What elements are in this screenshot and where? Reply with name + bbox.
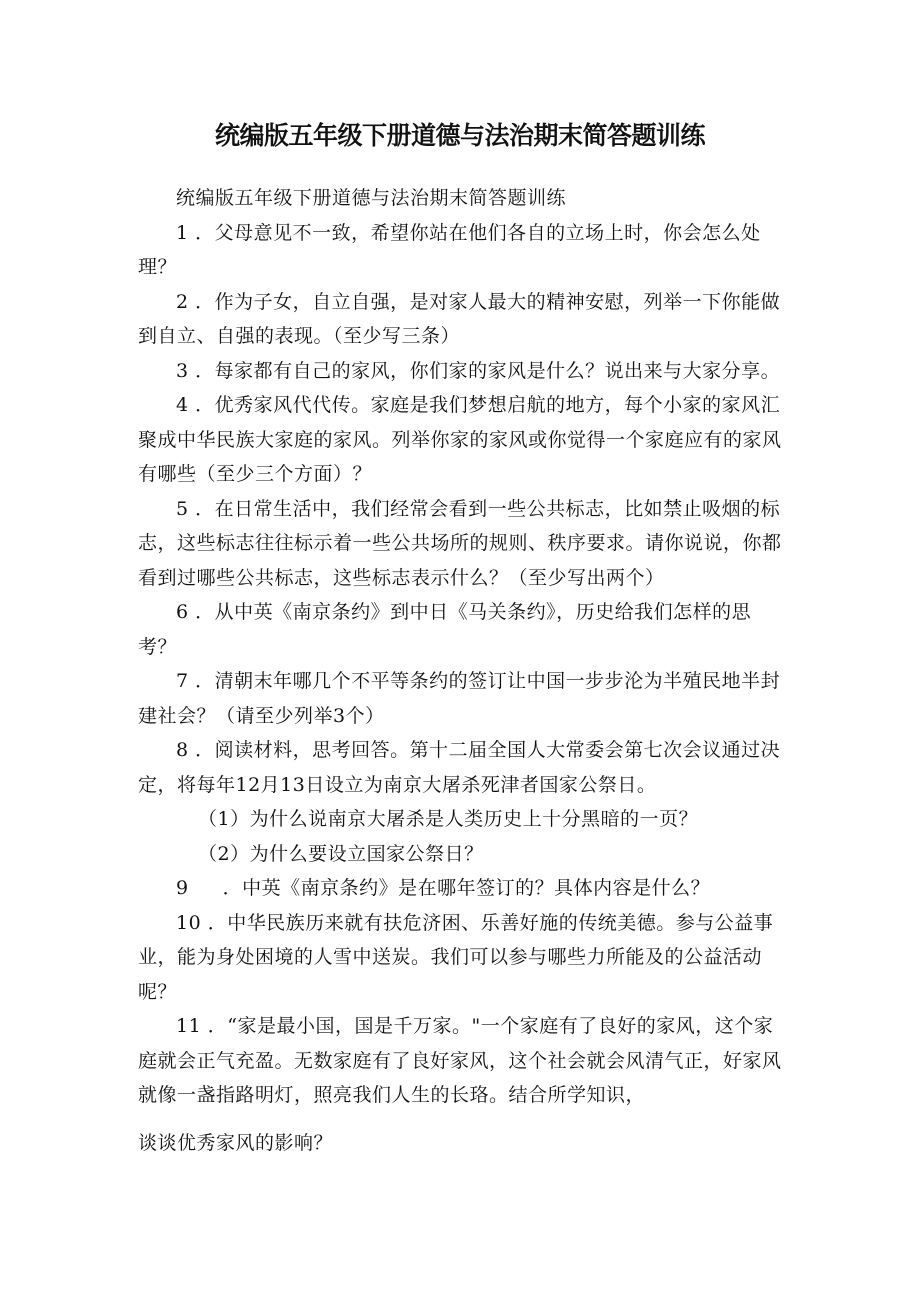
question-6	[138, 595, 784, 664]
question-text: ．作为子女，自立自强，是对家人最大的精神安慰，列举一下你能做到自立、自强的表现。（至少写三条）	[138, 290, 781, 347]
document-subtitle: 统编版五年级下册道德与法治期末简答题训练	[176, 187, 567, 209]
question-number: 6	[176, 601, 189, 623]
question-number: 10	[176, 911, 202, 934]
document-body	[138, 181, 784, 1113]
question-number: 9	[176, 877, 189, 899]
question-number: 3	[176, 359, 189, 382]
question-number: 1	[176, 221, 189, 244]
question-5	[138, 492, 784, 596]
question-number: 7	[176, 670, 189, 692]
question-text: ．清朝末年哪几个不平等条约的签订让中国一步步沦为半殖民地半封建社会？（请至少列举3个）	[138, 670, 781, 727]
question-10	[138, 906, 784, 1010]
question-11-tail: 谈谈优秀家风的影响？	[138, 1132, 334, 1154]
question-11	[138, 1009, 784, 1113]
question-text: ．阅读材料，思考回答。第十二届全国人大常委会第七次会议通过决定，将每年12月13日设立为南京大屠杀死津者国家公祭日。	[138, 739, 781, 796]
question-7	[138, 664, 784, 733]
question-text: ．父母意见不一致，希望你站在他们各自的立场上时，你会怎么处理？	[138, 221, 761, 278]
question-2	[138, 285, 784, 354]
question-text: ．从中英《南京条约》到中日《马关条约》，历史给我们怎样的思考？	[138, 601, 752, 658]
question-number: 8	[176, 739, 189, 761]
question-text: ．中华民族历来就有扶危济困、乐善好施的传统美德。参与公益事业，能为身处困境的人雪中送炭。我们可以参与哪些力所能及的公益活动呢？	[138, 911, 774, 1003]
document-title: 统编版五年级下册道德与法治期末简答题训练	[214, 121, 705, 150]
question-8-sub-2: （2）为什么要设立国家公祭日？	[198, 842, 484, 865]
question-9	[138, 871, 784, 906]
question-1	[138, 216, 784, 285]
question-4	[138, 388, 784, 492]
question-3	[138, 354, 784, 389]
question-8	[138, 733, 784, 802]
question-number: 11	[176, 1015, 202, 1037]
question-number: 4	[176, 394, 189, 416]
question-text: ．每家都有自己的家风，你们家的家风是什么？说出来与大家分享。	[195, 359, 781, 382]
question-text: ．中英《南京条约》是在哪年签订的？具体内容是什么？	[222, 877, 711, 899]
question-text: ．“家是最小国，国是千万家。"一个家庭有了良好的家风，这个家庭就会正气充盈。无数家庭有了良好家风，这个社会就会风清气正，好家风就像一盏指路明灯，照亮我们人生的长珞。结合所学知识，	[138, 1015, 782, 1106]
question-number: 2	[176, 290, 189, 313]
question-8-sub-1: （1）为什么说南京大屠杀是人类历史上十分黑暗的一页？	[198, 808, 699, 830]
question-number: 5	[176, 497, 189, 520]
question-text: ．优秀家风代代传。家庭是我们梦想启航的地方，每个小家的家风汇聚成中华民族大家庭的家风。列举你家的家风或你觉得一个家庭应有的家风有哪些（至少三个方面）？	[138, 394, 782, 485]
question-text: ．在日常生活中，我们经常会看到一些公共标志，比如禁止吸烟的标志，这些标志往往标示着一些公共场所的规则、秩序要求。请你说说，你都看到过哪些公共标志，这些标志表示什么？（至少写出两个）	[138, 497, 782, 589]
